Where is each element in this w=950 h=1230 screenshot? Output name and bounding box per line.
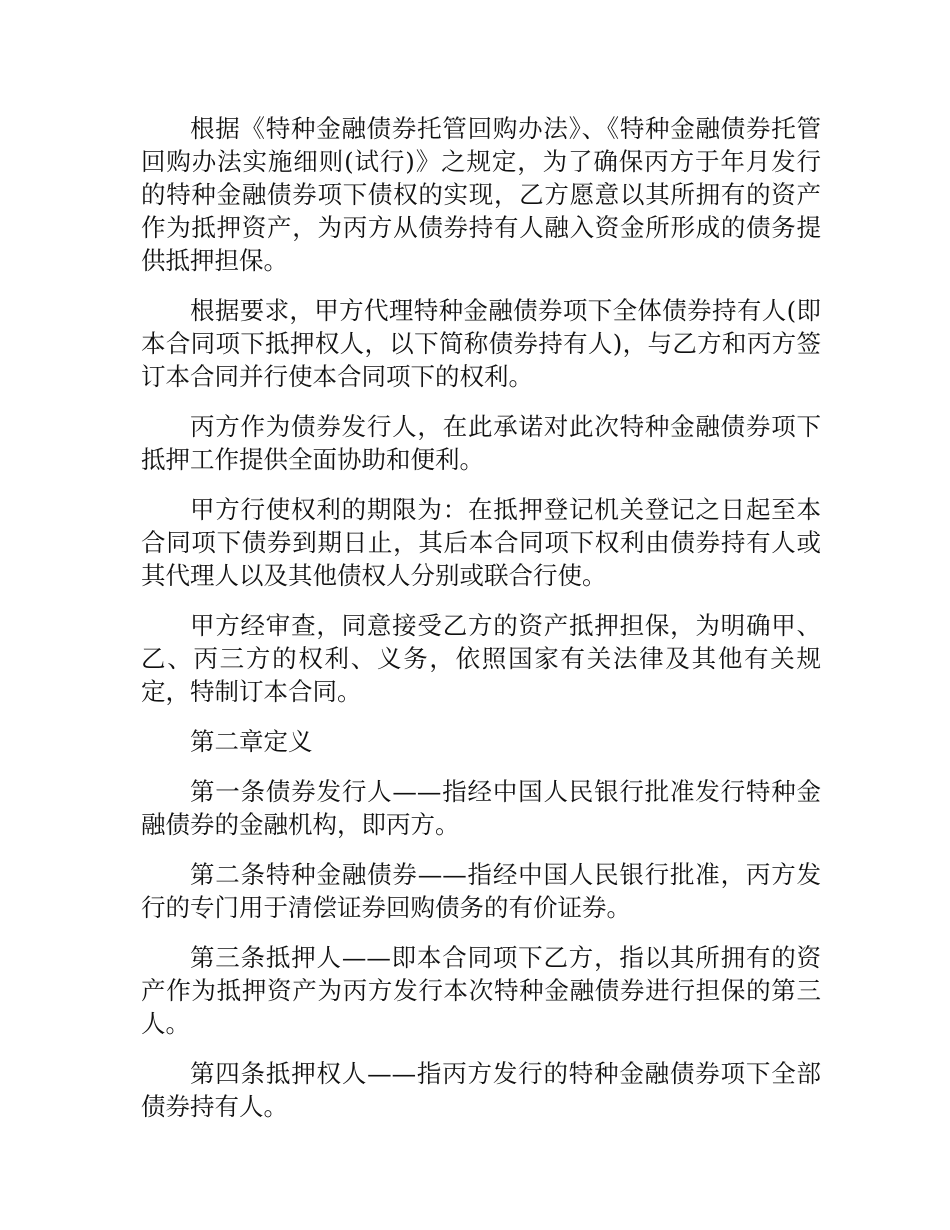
article-1: 第一条债券发行人——指经中国人民银行批准发行特种金融债券的金融机构，即丙方。 [141,777,821,839]
paragraph-review: 甲方经审查，同意接受乙方的资产抵押担保，为明确甲、乙、丙三方的权利、义务，依照国家有关法律及其他有关规定，特制订本合同。 [141,611,821,706]
paragraph-requirement: 根据要求，甲方代理特种金融债券项下全体债券持有人(即本合同项下抵押权人，以下简称债券持有人)，与乙方和丙方签订本合同并行使本合同项下的权利。 [141,296,821,391]
chapter-heading: 第二章定义 [190,727,313,756]
paragraph-issuer-commitment: 丙方作为债券发行人，在此承诺对此次特种金融债券项下抵押工作提供全面协助和便利。 [141,412,821,474]
paragraph-rights-term: 甲方行使权利的期限为：在抵押登记机关登记之日起至本合同项下债券到期日止，其后本合同项下权利由债券持有人或其代理人以及其他债权人分别或联合行使。 [141,495,821,590]
article-2: 第二条特种金融债券——指经中国人民银行批准，丙方发行的专门用于清偿证券回购债务的有价证券。 [141,860,821,922]
article-3: 第三条抵押人——即本合同项下乙方，指以其所拥有的资产作为抵押资产为丙方发行本次特种金融债券进行担保的第三人。 [141,943,821,1038]
paragraph-basis: 根据《特种金融债券托管回购办法》、《特种金融债券托管回购办法实施细则(试行)》之规定，为了确保丙方于年月发行的特种金融债券项下债权的实现，乙方愿意以其所拥有的资产作为抵押资产，为丙方从债券持有人融入资金所形成的债务提供抵押担保。 [141,114,821,275]
document-body [141,112,821,1140]
article-4: 第四条抵押权人——指丙方发行的特种金融债券项下全部债券持有人。 [141,1059,821,1121]
